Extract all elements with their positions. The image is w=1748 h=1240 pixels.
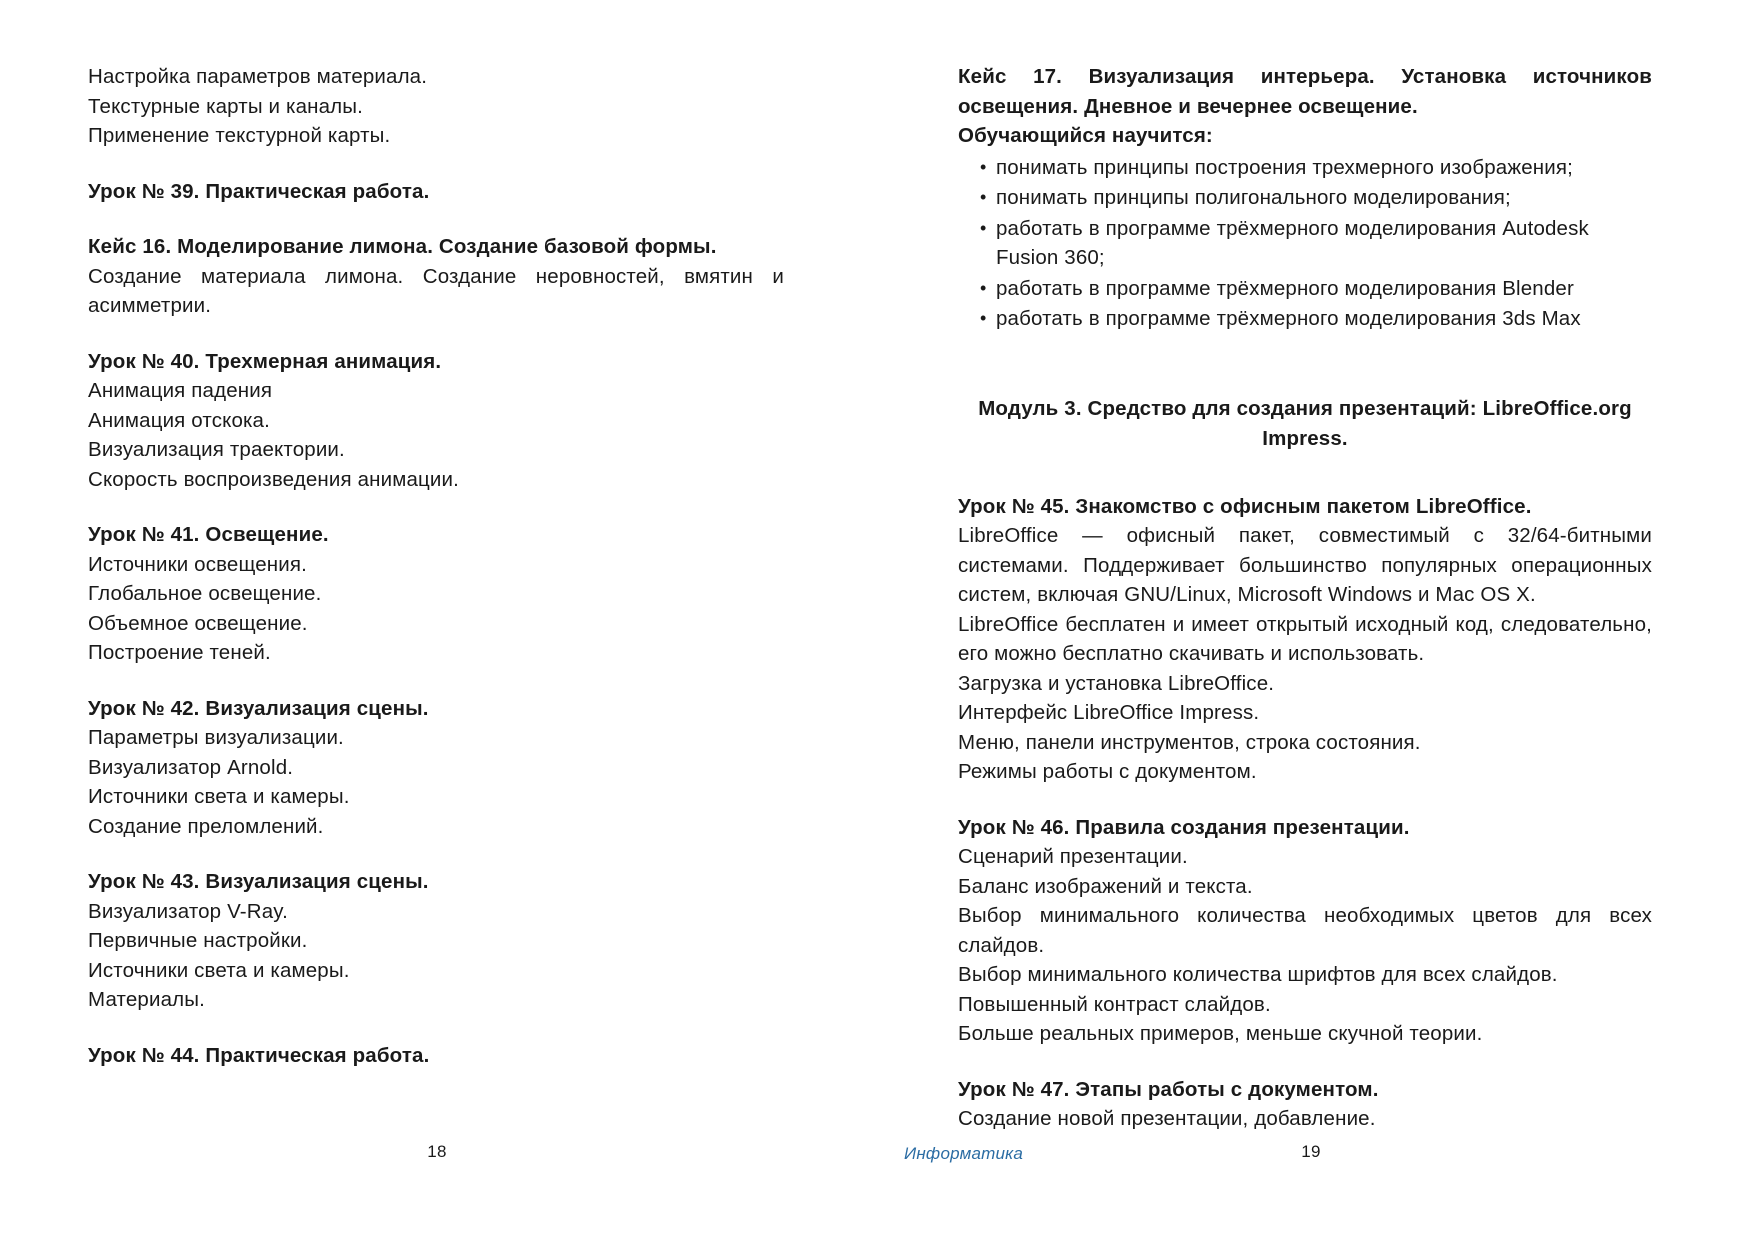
list-item: • работать в программе трёхмерного моделирования 3ds Max	[980, 304, 1652, 334]
text-line: Источники света и камеры.	[88, 785, 350, 808]
text-line: Режимы работы с документом.	[958, 760, 1257, 783]
text-line: Параметры визуализации.	[88, 726, 344, 749]
case-heading: Кейс 17. Визуализация интерьера. Установка источников освещения. Дневное и вечернее освещение.	[958, 65, 1658, 118]
will-learn-list	[958, 153, 1652, 334]
text-line: Текстурные карты и каналы.	[88, 94, 363, 118]
module-heading: Модуль 3. Средство для создания презентаций: LibreOffice.org Impress.	[978, 396, 1638, 450]
text-line: Баланс изображений и текста.	[958, 874, 1253, 898]
lesson-heading: Урок № 41. Освещение.	[88, 523, 329, 546]
text-line: Интерфейс LibreOffice Impress.	[958, 701, 1260, 724]
lesson-heading: Урок № 46. Правила создания презентации.	[958, 815, 1410, 839]
page-number-left: 18	[427, 1142, 447, 1161]
text-line: Больше реальных примеров, меньше скучной теории.	[958, 1022, 1483, 1045]
lesson-46-block	[958, 813, 1658, 1049]
text-line: Создание новой презентации, добавление.	[958, 1107, 1376, 1130]
lesson-41-block	[88, 520, 784, 668]
list-item: • работать в программе трёхмерного моделирования Blender	[980, 274, 1652, 304]
lesson-40-block	[88, 347, 784, 495]
module-3-heading-block	[958, 394, 1652, 454]
text-line: Первичные настройки.	[88, 929, 308, 952]
lesson-39-block	[88, 177, 784, 207]
lesson-47-block	[958, 1075, 1652, 1134]
paragraph: LibreOffice бесплатен и имеет открытый исходный код, следовательно, его можно бесплатно скачивать и использовать.	[958, 612, 1658, 665]
text-line: Источники света и камеры.	[88, 958, 350, 982]
page-number-right: 19	[1301, 1142, 1321, 1161]
text-line: Источники освещения.	[88, 552, 307, 576]
text-line: Построение теней.	[88, 641, 271, 664]
case-description: Создание материала лимона. Создание неровностей, вмятин и асимметрии.	[88, 264, 790, 317]
lesson-heading: Урок № 45. Знакомство с офисным пакетом LibreOffice.	[958, 494, 1532, 518]
paragraph: LibreOffice — офисный пакет, совместимый с 32/64-битными системами. Поддерживает большинство популярных операционных систем, включая GNU/Linux, Microsoft Windows и Mac OS X.	[958, 524, 1658, 606]
right-page-content	[958, 62, 1658, 1134]
text-line: Объемное освещение.	[88, 611, 308, 635]
lesson-heading: Урок № 47. Этапы работы с документом.	[958, 1077, 1379, 1101]
paragraph-block	[88, 62, 784, 151]
running-head: Информатика	[904, 1144, 1024, 1163]
text-line: Меню, панели инструментов, строка состояния.	[958, 730, 1421, 754]
spacer	[958, 360, 1652, 394]
text-line: Глобальное освещение.	[88, 582, 322, 605]
text-line: Загрузка и установка LibreOffice.	[958, 671, 1275, 695]
text-line: Сценарий презентации.	[958, 845, 1188, 868]
left-page-content	[88, 62, 790, 1070]
page-right	[874, 0, 1748, 1240]
lesson-heading: Урок № 43. Визуализация сцены.	[88, 870, 429, 893]
text-line: Визуализатор Arnold.	[88, 755, 294, 779]
text-line: Создание преломлений.	[88, 814, 324, 838]
lesson-44-block	[88, 1041, 784, 1071]
text-line: Визуализация траектории.	[88, 438, 345, 461]
lesson-heading: Урок № 44. Практическая работа.	[88, 1043, 430, 1067]
lesson-heading: Урок № 39. Практическая работа.	[88, 179, 430, 203]
case-heading: Кейс 16. Моделирование лимона. Создание базовой формы.	[88, 235, 717, 258]
case-17-block	[958, 62, 1658, 334]
lesson-42-block	[88, 694, 784, 842]
lesson-heading: Урок № 40. Трехмерная анимация.	[88, 349, 442, 373]
text-line: Визуализатор V-Ray.	[88, 899, 288, 923]
lesson-45-block	[958, 492, 1658, 787]
text-line: Материалы.	[88, 988, 205, 1011]
lesson-heading: Урок № 42. Визуализация сцены.	[88, 696, 429, 720]
list-item: • работать в программе трёхмерного моделирования Autodesk Fusion 360;	[980, 214, 1652, 273]
text-line: Выбор минимального количества шрифтов для всех слайдов.	[958, 963, 1558, 986]
paragraph: Выбор минимального количества необходимых цветов для всех слайдов.	[958, 904, 1658, 957]
text-line: Применение текстурной карты.	[88, 124, 391, 147]
text-line: Повышенный контраст слайдов.	[958, 992, 1271, 1016]
lesson-43-block	[88, 867, 784, 1015]
list-item: • понимать принципы полигонального моделирования;	[980, 183, 1652, 213]
text-line: Скорость воспроизведения анимации.	[88, 467, 459, 491]
spacer	[958, 480, 1652, 492]
case-16-block	[88, 232, 790, 321]
text-line: Анимация падения	[88, 379, 273, 402]
text-line: Настройка параметров материала.	[88, 65, 428, 88]
text-line: Анимация отскока.	[88, 408, 270, 432]
list-item: • понимать принципы построения трехмерного изображения;	[980, 153, 1652, 183]
will-learn-label: Обучающийся научится:	[958, 124, 1213, 147]
